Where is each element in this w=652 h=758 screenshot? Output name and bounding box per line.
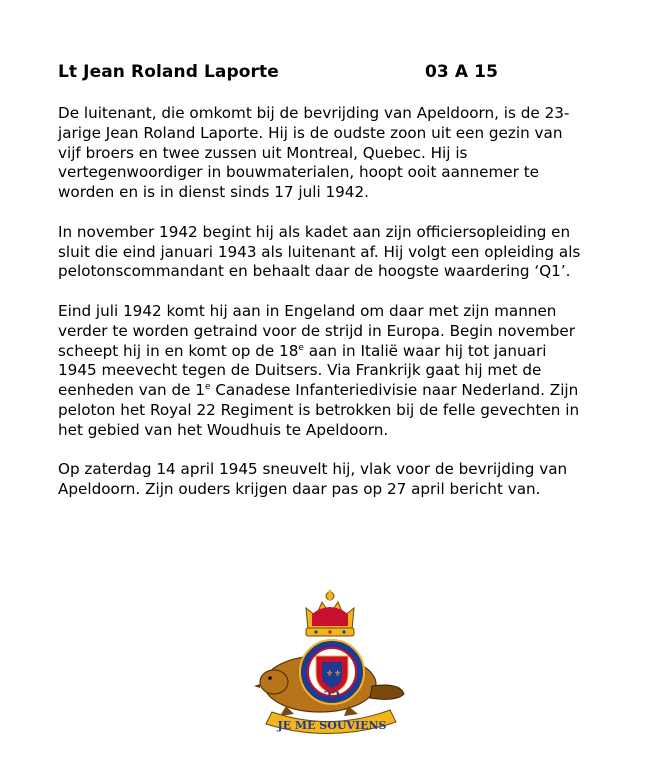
text-line bbox=[58, 401, 626, 421]
text-line bbox=[58, 223, 626, 243]
text-line bbox=[58, 361, 626, 381]
text-line bbox=[58, 480, 626, 500]
text-segment: vertegenwoordiger in bouwmaterialen, hoopt ooit aannemer te bbox=[58, 163, 539, 182]
text-segment: Canadese Infanteriedivisie naar Nederland. Zijn bbox=[210, 381, 579, 400]
text-line bbox=[58, 124, 626, 144]
grave-reference: 03 A 15 bbox=[425, 62, 499, 82]
text-line bbox=[58, 302, 626, 322]
text-segment: 1945 meevecht tegen de Duitsers. Via Frankrijk gaat hij met de bbox=[58, 361, 542, 380]
text-segment: eenheden van de 1 bbox=[58, 381, 205, 400]
text-line bbox=[58, 183, 626, 203]
text-line bbox=[58, 163, 626, 183]
text-segment: scheept hij in en komt op de 18 bbox=[58, 341, 299, 360]
text-line bbox=[58, 342, 626, 362]
text-line bbox=[58, 104, 626, 124]
biography-text bbox=[58, 104, 626, 520]
text-line bbox=[58, 144, 626, 164]
svg-text:⚜: ⚜ bbox=[326, 669, 334, 678]
text-segment: De luitenant, die omkomt bij de bevrijding van Apeldoorn, is de 23- bbox=[58, 104, 570, 122]
page-header bbox=[58, 62, 618, 82]
text-segment: pelotonscommandant en behaalt daar de hoogste waardering ‘Q1’. bbox=[58, 262, 571, 281]
text-line bbox=[58, 381, 626, 401]
text-line bbox=[58, 243, 626, 263]
paragraph bbox=[58, 104, 626, 203]
text-segment: peloton het Royal 22 Regiment is betrokken bij de felle gevechten in bbox=[58, 400, 580, 419]
text-line bbox=[58, 262, 626, 282]
text-segment: worden en is in dienst sinds 17 juli 1942. bbox=[58, 183, 369, 202]
text-segment: verder te worden getraind voor de strijd in Europa. Begin november bbox=[58, 321, 575, 340]
text-segment: het gebied van het Woudhuis te Apeldoorn. bbox=[58, 420, 389, 439]
text-line bbox=[58, 460, 626, 480]
regimental-crest-icon bbox=[250, 586, 410, 738]
paragraph bbox=[58, 223, 626, 282]
superscript: e bbox=[204, 382, 211, 393]
text-line bbox=[58, 421, 626, 441]
text-segment: Apeldoorn. Zijn ouders krijgen daar pas op 27 april bericht van. bbox=[58, 480, 541, 499]
text-segment: In november 1942 begint hij als kadet aan zijn officiersopleiding en bbox=[58, 222, 571, 241]
person-name: Lt Jean Roland Laporte bbox=[58, 62, 279, 82]
svg-text:⚜: ⚜ bbox=[334, 669, 342, 678]
text-line bbox=[58, 322, 626, 342]
text-segment: Op zaterdag 14 april 1945 sneuvelt hij, vlak voor de bevrijding van bbox=[58, 460, 568, 479]
text-segment: Eind juli 1942 komt hij aan in Engeland om daar met zijn mannen bbox=[58, 301, 557, 320]
crest-number: 22 bbox=[323, 689, 341, 703]
text-segment: sluit die eind januari 1943 als luitenant af. Hij volgt een opleiding als bbox=[58, 242, 581, 261]
text-segment: aan in Italië waar hij tot januari bbox=[303, 341, 547, 360]
text-segment: jarige Jean Roland Laporte. Hij is de oudste zoon uit een gezin van bbox=[58, 123, 563, 142]
text-segment: vijf broers en twee zussen uit Montreal, Quebec. Hij is bbox=[58, 143, 468, 162]
superscript: e bbox=[298, 342, 304, 353]
paragraph bbox=[58, 460, 626, 500]
crown-icon bbox=[306, 590, 354, 636]
paragraph bbox=[58, 302, 626, 441]
crest-motto: JE ME SOUVIENS bbox=[277, 719, 387, 732]
